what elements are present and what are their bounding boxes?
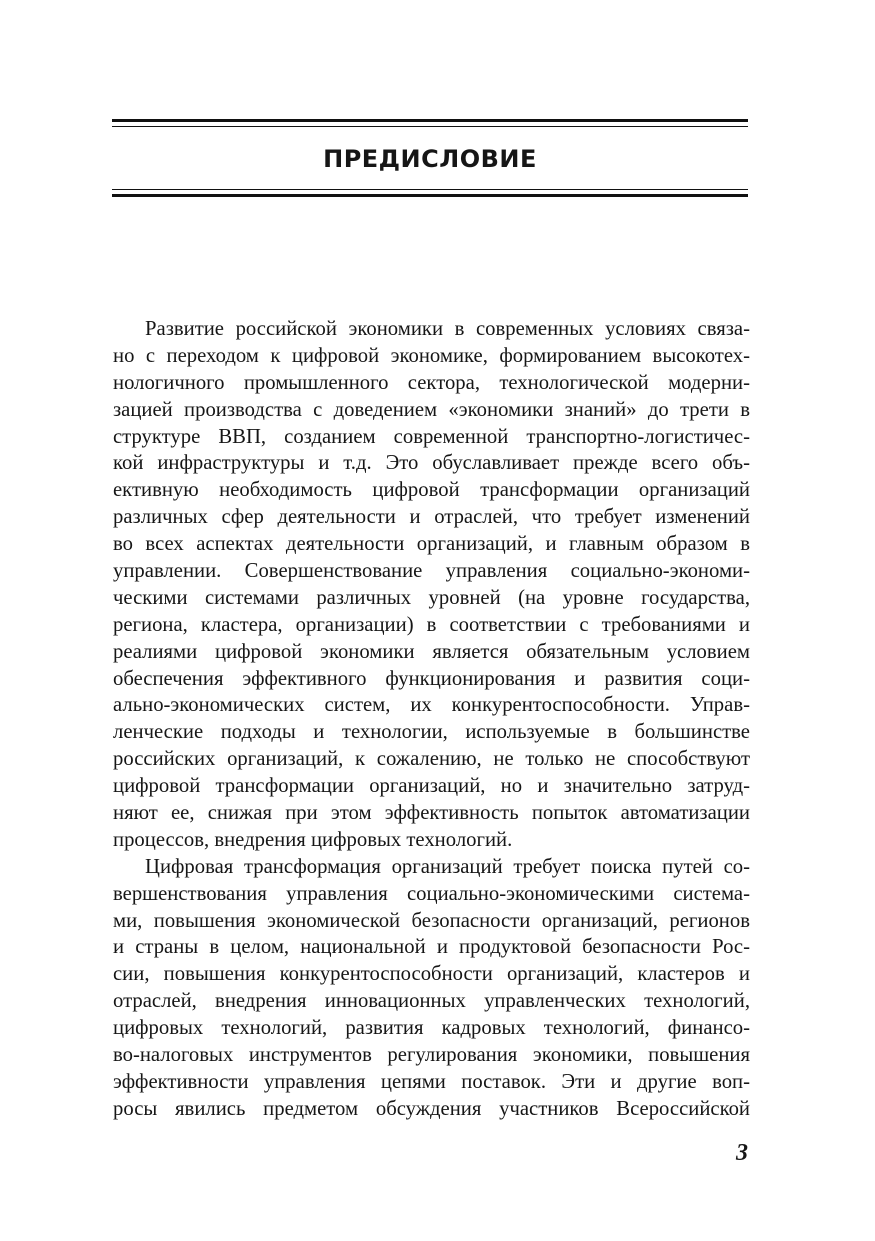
text-line: ально-экономических систем, их конкурентоспособности. Управ-: [113, 694, 750, 717]
text-line: Цифровая трансформация организаций требует поиска путей со-: [145, 855, 750, 878]
text-line: вершенствования управления социально-экономическими система-: [113, 882, 750, 905]
text-line: но с переходом к цифровой экономике, формированием высокотех-: [113, 344, 750, 367]
text-line: ленческие подходы и технологии, используемые в большинстве: [113, 721, 750, 744]
text-line: цифровой трансформации организаций, но и значительно затруд-: [113, 775, 750, 798]
text-line: Развитие российской экономики в современных условиях связа-: [145, 318, 750, 340]
page-number: 3: [736, 1140, 748, 1166]
text-line: сии, повышения конкурентоспособности организаций, кластеров и: [113, 963, 750, 986]
header-top-rule-thin: [112, 126, 748, 127]
text-line: и страны в целом, национальной и продуктовой безопасности Рос-: [113, 936, 750, 959]
text-line: управлении. Совершенствование управления социально-экономи-: [113, 560, 750, 583]
text-line: российских организаций, к сожалению, не только не способствуют: [113, 748, 750, 771]
text-line: отраслей, внедрения инновационных управленческих технологий,: [113, 990, 750, 1013]
text-line: цифровых технологий, развития кадровых технологий, финансо-: [113, 1017, 750, 1040]
text-line: во-налоговых инструментов регулирования экономики, повышения: [113, 1044, 750, 1067]
page-title: ПРЕДИСЛОВИЕ: [323, 145, 537, 173]
text-line: различных сфер деятельности и отраслей, что требует изменений: [113, 506, 750, 529]
text-line: ективную необходимость цифровой трансформации организаций: [113, 479, 750, 502]
text-line: няют ее, снижая при этом эффективность попыток автоматизации: [113, 802, 750, 825]
text-line: региона, кластера, организации) в соответствии с требованиями и: [113, 613, 750, 636]
paragraph-1: [113, 316, 750, 854]
text-line: во всех аспектах деятельности организаций, и главным образом в: [113, 533, 750, 556]
text-line: реалиями цифровой экономики является обязательным условием: [113, 640, 750, 663]
text-line: эффективности управления цепями поставок. Эти и другие воп-: [113, 1070, 750, 1093]
header-bottom-rule-thin: [112, 189, 748, 190]
text-line: процессов, внедрения цифровых технологий.: [113, 828, 513, 851]
text-line: росы явились предметом обсуждения участников Всероссийской: [113, 1097, 750, 1120]
text-line: структуре ВВП, созданием современной транспортно-логистичес-: [113, 425, 750, 448]
text-line: обеспечения эффективного функционирования и развития соци-: [113, 667, 750, 690]
paragraph-2: [113, 854, 750, 1123]
text-line: кой инфраструктуры и т.д. Это обуславливает прежде всего объ-: [113, 452, 750, 475]
header-top-rule-thick: [112, 119, 748, 122]
text-line: ческими системами различных уровней (на уровне государства,: [113, 586, 750, 609]
body-text: [113, 316, 750, 1123]
text-line: ми, повышения экономической безопасности организаций, регионов: [113, 909, 750, 932]
header-bottom-rule-thick: [112, 194, 748, 197]
text-line: нологичного промышленного сектора, технологической модерни-: [113, 371, 750, 394]
text-line: зацией производства с доведением «экономики знаний» до трети в: [113, 398, 750, 421]
